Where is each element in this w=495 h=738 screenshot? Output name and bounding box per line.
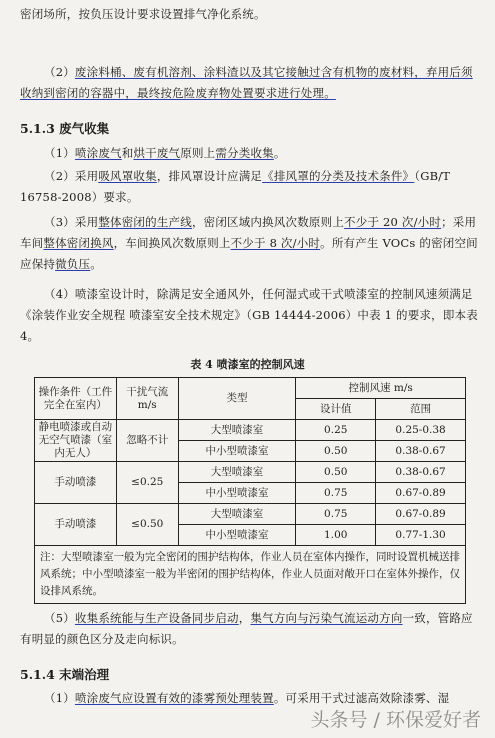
cell-airflow: ≤0.50	[116, 504, 178, 546]
control-airspeed-table	[34, 377, 466, 604]
paragraph-collection-1: （1）喷涂废气和烘干废气原则上需分类收集。	[44, 146, 286, 160]
table-note: 注：大型喷漆室一般为完全密闭的围护结构体，作业人员在室体内操作，同时设置机械送排风系统；中小型喷漆室一般为半密闭的围护结构体，作业人员面对敞开口在室体外操作，仅设排风系统。	[35, 546, 466, 604]
cell-range: 0.77-1.30	[376, 525, 466, 546]
header-condition: 操作条件（工件完全在室内）	[35, 378, 117, 420]
table-row	[35, 462, 466, 483]
cell-condition: 静电喷漆或自动无空气喷漆（室内无人）	[35, 420, 117, 462]
cell-range: 0.25-0.38	[376, 420, 466, 441]
cell-range: 0.38-0.67	[376, 462, 466, 483]
table-row	[35, 504, 466, 525]
cell-airflow: 忽略不计	[116, 420, 178, 462]
cell-design: 0.75	[296, 483, 376, 504]
table-row	[35, 420, 466, 441]
paragraph-waste-materials: （2）废涂料桶、废有机溶剂、涂料渣以及其它接触过含有机物的废材料，弃用后须收纳到密闭的容器中，最终按危险废弃物处置要求进行处理。	[20, 65, 473, 100]
cell-range: 0.67-0.89	[376, 483, 466, 504]
cell-type: 大型喷漆室	[178, 504, 296, 525]
cell-type: 大型喷漆室	[178, 420, 296, 441]
cell-design: 1.00	[296, 525, 376, 546]
cell-range: 0.38-0.67	[376, 441, 466, 462]
cell-condition: 手动喷漆	[35, 462, 117, 504]
section-heading-5-1-3: 5.1.3 废气收集	[20, 121, 110, 136]
paragraph-collection-3: （3）采用整体密闭的生产线，密闭区域内换风次数原则上不少于 20 次/小时；采用车间整体密闭换风，车间换风次数原则上不少于 8 次/小时。所有产生 VOCs 的密闭空间应保持微负压。	[20, 215, 478, 271]
section-heading-5-1-4: 5.1.4 末端治理	[20, 667, 110, 682]
watermark: 头条号 / 环保爱好者	[310, 709, 481, 731]
cell-range: 0.67-0.89	[376, 504, 466, 525]
cell-type: 中小型喷漆室	[178, 441, 296, 462]
cell-airflow: ≤0.25	[116, 462, 178, 504]
header-control-speed: 控制风速 m/s	[296, 378, 466, 399]
table-header-row	[35, 378, 466, 399]
paragraph-intro: 密闭场所，按负压设计要求设置排气净化系统。	[20, 7, 266, 21]
header-range: 范围	[376, 399, 466, 420]
paragraph-collection-2: （2）采用吸风罩收集，排风罩设计应满足《排风罩的分类及技术条件》（GB/T 16758-2008）要求。	[20, 169, 451, 204]
cell-type: 中小型喷漆室	[178, 525, 296, 546]
paragraph-collection-4: （4）喷漆室设计时，除满足安全通风外，任何湿式或干式喷漆室的控制风速须满足《涂装作业安全规程 喷漆室安全技术规定》（GB 14444-2006）中表 1 的要求，即本表 4。	[20, 287, 478, 343]
table-caption: 表 4 喷漆室的控制风速	[190, 358, 305, 371]
cell-design: 0.50	[296, 462, 376, 483]
header-type: 类型	[178, 378, 296, 420]
table-note-row	[35, 546, 466, 604]
header-airflow: 干扰气流 m/s	[116, 378, 178, 420]
table-body	[35, 420, 466, 546]
cell-design: 0.75	[296, 504, 376, 525]
cell-type: 中小型喷漆室	[178, 483, 296, 504]
cell-design: 0.50	[296, 441, 376, 462]
paragraph-collection-5: （5）收集系统能与生产设备同步启动，集气方向与污染气流运动方向一致，管路应有明显的颜色区分及走向标识。	[20, 611, 473, 646]
cell-condition: 手动喷漆	[35, 504, 117, 546]
header-design: 设计值	[296, 399, 376, 420]
cell-type: 大型喷漆室	[178, 462, 296, 483]
paragraph-treatment-1: （1）喷涂废气应设置有效的漆雾预处理装置。可采用干式过滤高效除漆雾、湿	[44, 691, 450, 705]
cell-design: 0.25	[296, 420, 376, 441]
